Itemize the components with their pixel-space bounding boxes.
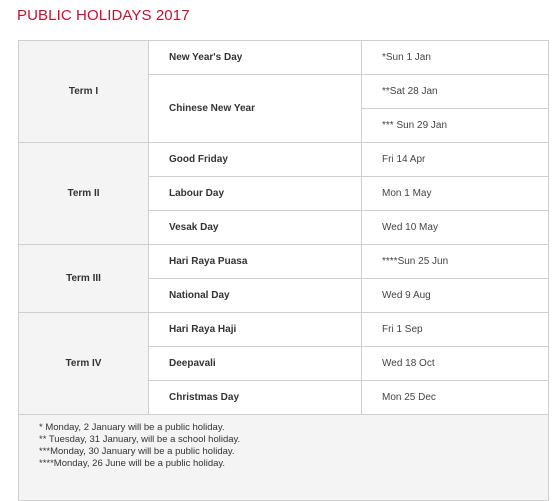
holiday-name: Christmas Day (149, 381, 362, 415)
holiday-name: Chinese New Year (149, 75, 362, 143)
term-label: Term II (19, 143, 149, 245)
footnotes (19, 415, 549, 501)
holiday-date: **Sat 28 Jan (362, 75, 549, 109)
holiday-date: Fri 14 Apr (362, 143, 549, 177)
holiday-date: *** Sun 29 Jan (362, 109, 549, 143)
term-label: Term III (19, 245, 149, 313)
holiday-date: Wed 18 Oct (362, 347, 549, 381)
holiday-date: Wed 10 May (362, 211, 549, 245)
holiday-name: National Day (149, 279, 362, 313)
holiday-table (18, 40, 549, 501)
holiday-date: Mon 25 Dec (362, 381, 549, 415)
holiday-date: Fri 1 Sep (362, 313, 549, 347)
holiday-name: Hari Raya Haji (149, 313, 362, 347)
table-row (19, 41, 549, 75)
term-label: Term I (19, 41, 149, 143)
footnote: ** Tuesday, 31 January, will be a school holiday. (39, 434, 241, 445)
table-row (19, 245, 549, 279)
term-label: Term IV (19, 313, 149, 415)
footnote: ***Monday, 30 January will be a public holiday. (39, 446, 235, 457)
holiday-date: Wed 9 Aug (362, 279, 549, 313)
holiday-name: Hari Raya Puasa (149, 245, 362, 279)
footnotes-row (19, 415, 549, 501)
holiday-name: Vesak Day (149, 211, 362, 245)
holiday-name: Deepavali (149, 347, 362, 381)
holiday-name: New Year's Day (149, 41, 362, 75)
holiday-date: Mon 1 May (362, 177, 549, 211)
footnote: * Monday, 2 January will be a public holiday. (39, 422, 225, 433)
table-row (19, 313, 549, 347)
holiday-name: Labour Day (149, 177, 362, 211)
table-row (19, 143, 549, 177)
holiday-date: ****Sun 25 Jun (362, 245, 549, 279)
holiday-date: *Sun 1 Jan (362, 41, 549, 75)
holiday-name: Good Friday (149, 143, 362, 177)
page-title: PUBLIC HOLIDAYS 2017 (17, 7, 190, 24)
footnote: ****Monday, 26 June will be a public holiday. (39, 458, 226, 469)
